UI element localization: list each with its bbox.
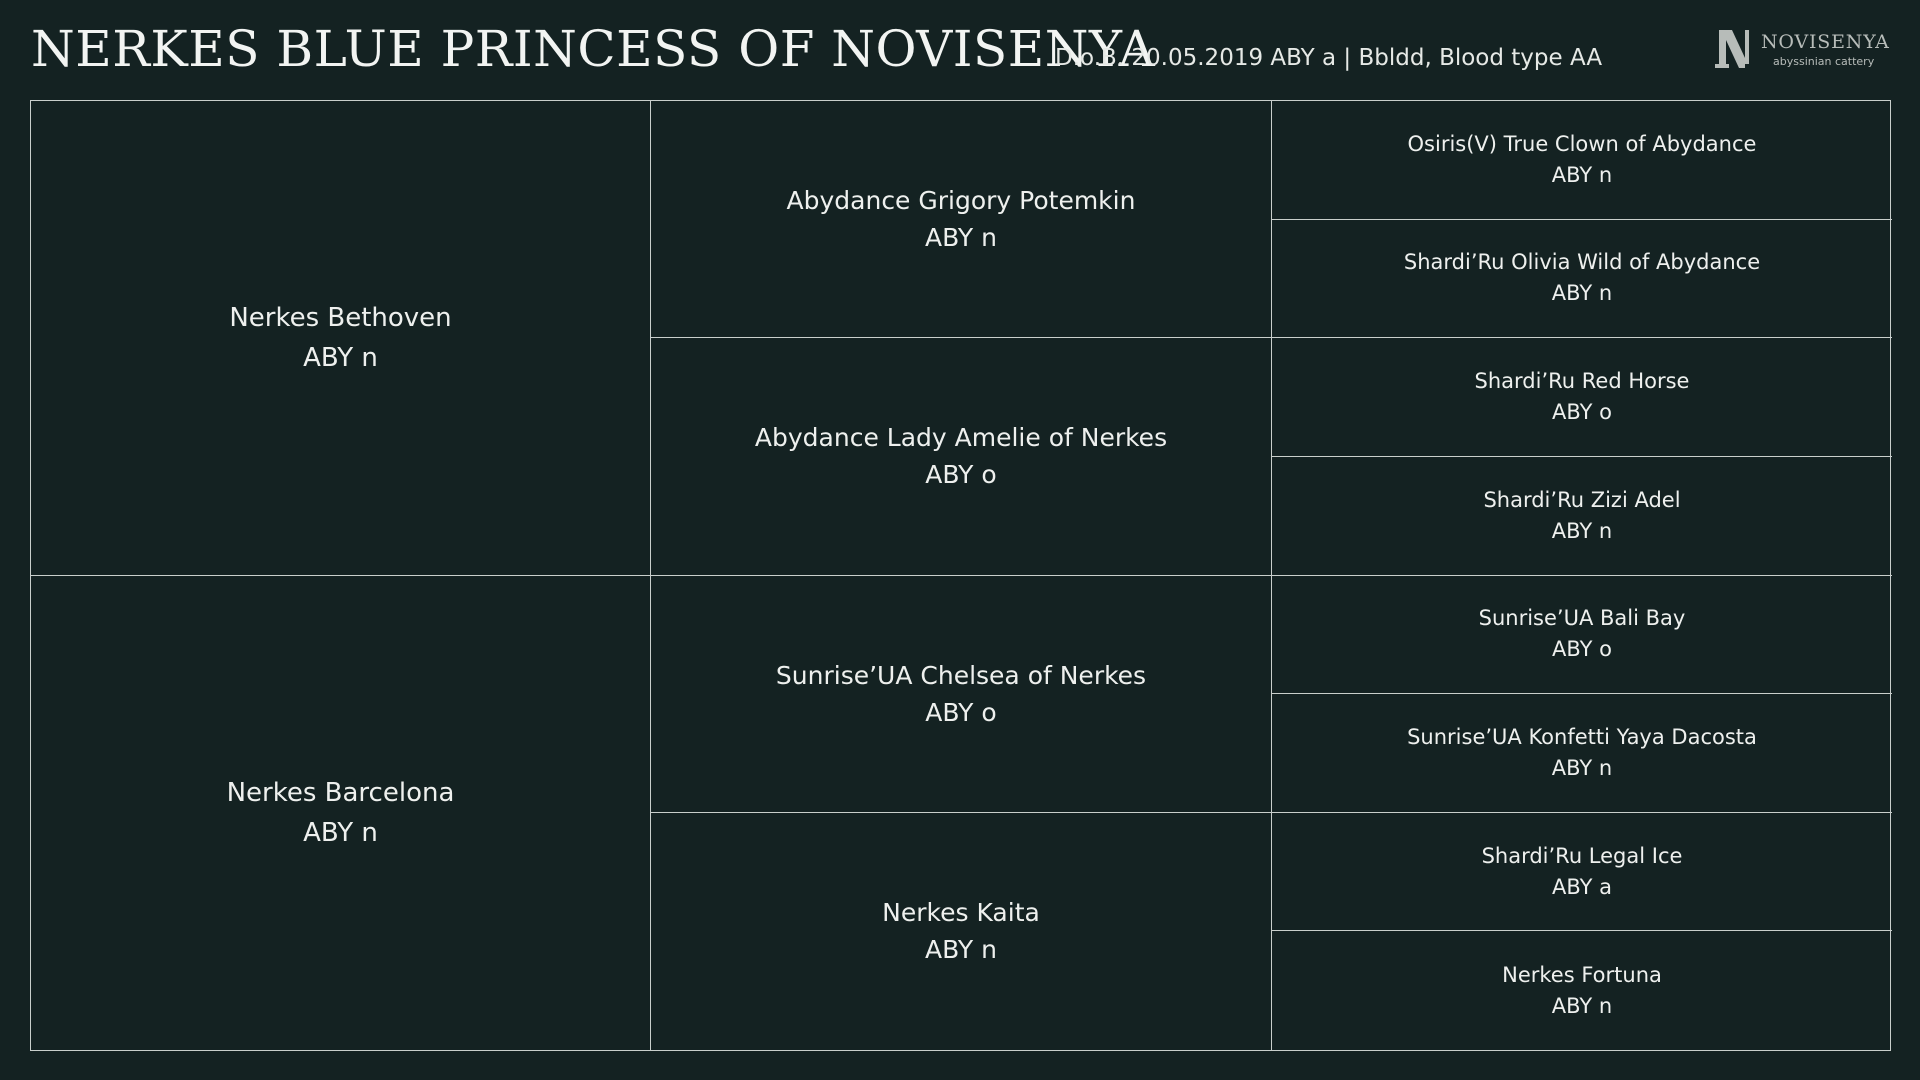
- cat-name: Sunrise’UA Bali Bay: [1478, 606, 1686, 631]
- breed-code: ABY o: [925, 697, 997, 727]
- breed-code: ABY a: [1552, 874, 1612, 899]
- great-grandparent-4: [1272, 457, 1892, 576]
- breed-code: ABY n: [303, 342, 378, 373]
- cat-name: Nerkes Bethoven: [229, 302, 452, 333]
- cat-name: Nerkes Barcelona: [226, 777, 455, 808]
- cat-name: Osiris(V) True Clown of Abydance: [1407, 131, 1757, 156]
- grandparent-2: [651, 338, 1272, 575]
- breed-code: ABY o: [925, 460, 997, 490]
- page-title: NERKES BLUE PRINCESS OF NOVISENYA: [31, 20, 1156, 78]
- breed-code: ABY n: [303, 817, 378, 848]
- breed-code: ABY n: [1551, 281, 1613, 306]
- breed-code: ABY n: [1551, 755, 1613, 780]
- breed-code: ABY n: [1551, 993, 1613, 1018]
- breed-code: ABY n: [925, 223, 997, 253]
- great-grandparent-6: [1272, 694, 1892, 813]
- parent-sire: [31, 101, 651, 576]
- cat-name: Shardi’Ru Olivia Wild of Abydance: [1403, 250, 1761, 275]
- cat-name: Abydance Lady Amelie of Nerkes: [754, 423, 1168, 453]
- parent-dam: [31, 576, 651, 1051]
- cat-name: Sunrise’UA Konfetti Yaya Dacosta: [1407, 724, 1757, 749]
- breed-code: ABY o: [1552, 400, 1612, 425]
- grandparent-1: [651, 101, 1272, 338]
- cat-name: Nerkes Fortuna: [1502, 962, 1662, 987]
- grandparent-3: [651, 576, 1272, 813]
- cat-name: Abydance Grigory Potemkin: [786, 186, 1136, 216]
- great-grandparent-2: [1272, 220, 1892, 339]
- cattery-logo: [1715, 28, 1895, 72]
- cat-name: Shardi’Ru Zizi Adel: [1483, 487, 1681, 512]
- great-grandparent-1: [1272, 101, 1892, 220]
- great-grandparent-8: [1272, 931, 1892, 1050]
- grandparent-4: [651, 813, 1272, 1050]
- great-grandparent-7: [1272, 813, 1892, 932]
- great-grandparent-3: [1272, 338, 1892, 457]
- cat-name: Nerkes Kaita: [882, 898, 1040, 928]
- breed-code: ABY n: [1551, 518, 1613, 543]
- breed-code: ABY n: [925, 935, 997, 965]
- logo-tagline: abyssinian cattery: [1773, 55, 1875, 68]
- cat-name: Sunrise’UA Chelsea of Nerkes: [775, 660, 1147, 690]
- pedigree-table: [30, 100, 1891, 1051]
- breed-code: ABY n: [1551, 162, 1613, 187]
- logo-name: NOVISENYA: [1761, 31, 1890, 53]
- cat-name: Shardi’Ru Red Horse: [1474, 369, 1690, 394]
- great-grandparent-5: [1272, 576, 1892, 695]
- cat-name: Shardi’Ru Legal Ice: [1481, 843, 1683, 868]
- breed-code: ABY o: [1552, 637, 1612, 662]
- birth-details: D.o.B. 20.05.2019 ABY a | Bbldd, Blood type AA: [1055, 45, 1603, 71]
- n-monogram-icon: [1715, 28, 1755, 70]
